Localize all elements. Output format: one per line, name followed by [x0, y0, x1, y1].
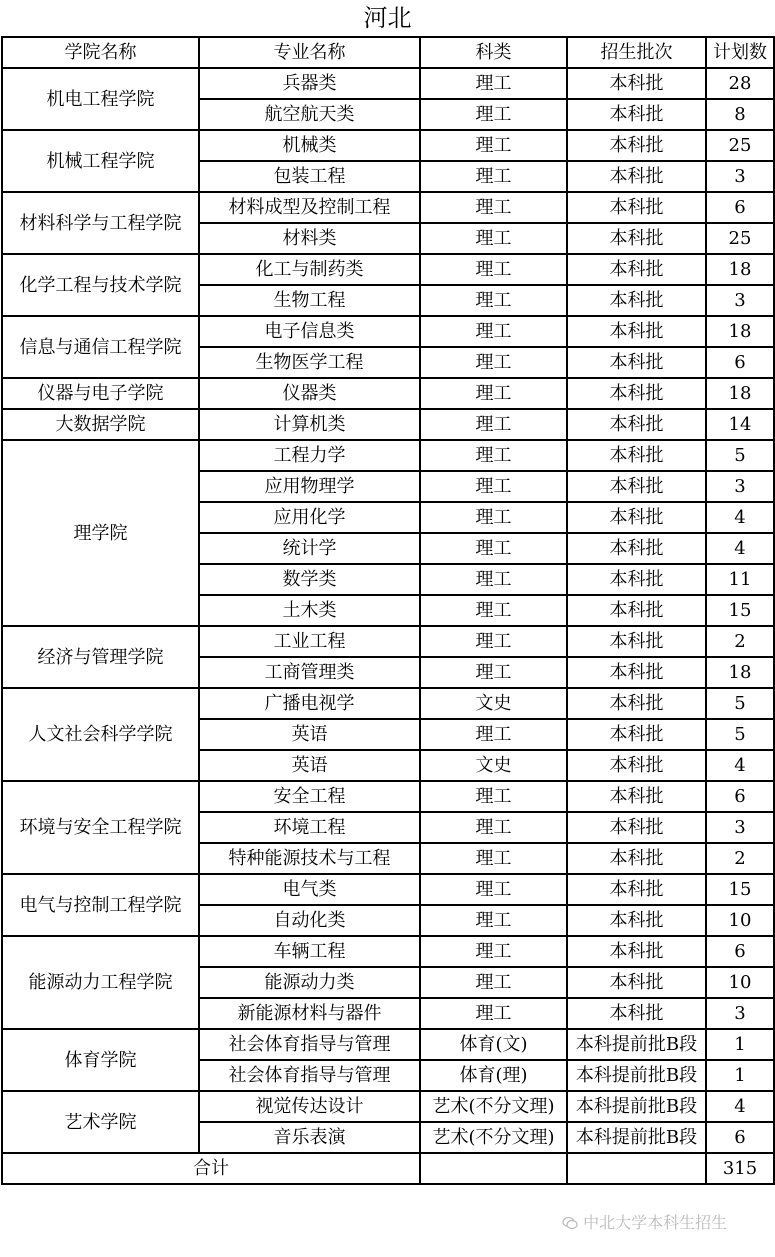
major-cell: 安全工程 — [199, 781, 420, 812]
batch-cell: 本科批 — [567, 564, 706, 595]
major-cell: 材料类 — [199, 223, 420, 254]
college-cell: 经济与管理学院 — [2, 626, 199, 688]
category-cell: 理工 — [420, 905, 567, 936]
category-cell: 理工 — [420, 564, 567, 595]
count-cell: 14 — [706, 409, 774, 440]
count-cell: 5 — [706, 440, 774, 471]
major-cell: 生物医学工程 — [199, 347, 420, 378]
category-cell: 艺术(不分文理) — [420, 1122, 567, 1153]
batch-cell: 本科提前批B段 — [567, 1060, 706, 1091]
count-cell: 18 — [706, 254, 774, 285]
major-cell: 电子信息类 — [199, 316, 420, 347]
major-cell: 特种能源技术与工程 — [199, 843, 420, 874]
count-cell: 25 — [706, 223, 774, 254]
college-cell: 材料科学与工程学院 — [2, 192, 199, 254]
college-cell: 仪器与电子学院 — [2, 378, 199, 409]
batch-cell: 本科批 — [567, 471, 706, 502]
category-cell: 理工 — [420, 936, 567, 967]
batch-cell: 本科批 — [567, 192, 706, 223]
total-label: 合计 — [2, 1153, 420, 1184]
category-cell: 理工 — [420, 347, 567, 378]
major-cell: 能源动力类 — [199, 967, 420, 998]
college-cell: 艺术学院 — [2, 1091, 199, 1153]
count-cell: 6 — [706, 347, 774, 378]
table-row — [2, 936, 774, 967]
category-cell: 理工 — [420, 719, 567, 750]
count-cell: 18 — [706, 657, 774, 688]
total-empty-category — [420, 1153, 567, 1184]
table-row — [2, 68, 774, 99]
table-row — [2, 440, 774, 471]
major-cell: 新能源材料与器件 — [199, 998, 420, 1029]
batch-cell: 本科批 — [567, 378, 706, 409]
college-cell: 化学工程与技术学院 — [2, 254, 199, 316]
table-row — [2, 1029, 774, 1060]
category-cell: 体育(理) — [420, 1060, 567, 1091]
category-cell: 理工 — [420, 161, 567, 192]
batch-cell: 本科批 — [567, 936, 706, 967]
count-cell: 25 — [706, 130, 774, 161]
count-cell: 5 — [706, 688, 774, 719]
count-cell: 6 — [706, 936, 774, 967]
batch-cell: 本科批 — [567, 657, 706, 688]
college-cell: 机械工程学院 — [2, 130, 199, 192]
count-cell: 2 — [706, 626, 774, 657]
batch-cell: 本科批 — [567, 719, 706, 750]
watermark-text: 中北大学本科生招生 — [583, 1213, 728, 1232]
major-cell: 环境工程 — [199, 812, 420, 843]
count-cell: 1 — [706, 1029, 774, 1060]
major-cell: 材料成型及控制工程 — [199, 192, 420, 223]
category-cell: 理工 — [420, 812, 567, 843]
batch-cell: 本科提前批B段 — [567, 1122, 706, 1153]
batch-cell: 本科批 — [567, 161, 706, 192]
table-row — [2, 254, 774, 285]
major-cell: 航空航天类 — [199, 99, 420, 130]
major-cell: 广播电视学 — [199, 688, 420, 719]
admissions-table — [1, 36, 775, 1185]
category-cell: 理工 — [420, 130, 567, 161]
watermark — [562, 1210, 727, 1233]
category-cell: 文史 — [420, 750, 567, 781]
major-cell: 社会体育指导与管理 — [199, 1029, 420, 1060]
category-cell: 艺术(不分文理) — [420, 1091, 567, 1122]
batch-cell: 本科批 — [567, 688, 706, 719]
batch-cell: 本科批 — [567, 347, 706, 378]
category-cell: 理工 — [420, 595, 567, 626]
batch-cell: 本科批 — [567, 750, 706, 781]
count-cell: 6 — [706, 192, 774, 223]
count-cell: 2 — [706, 843, 774, 874]
major-cell: 化工与制药类 — [199, 254, 420, 285]
major-cell: 仪器类 — [199, 378, 420, 409]
batch-cell: 本科批 — [567, 533, 706, 564]
category-cell: 理工 — [420, 502, 567, 533]
wechat-icon — [562, 1216, 578, 1230]
category-cell: 体育(文) — [420, 1029, 567, 1060]
major-cell: 数学类 — [199, 564, 420, 595]
count-cell: 4 — [706, 1091, 774, 1122]
count-cell: 1 — [706, 1060, 774, 1091]
category-cell: 理工 — [420, 626, 567, 657]
category-cell: 理工 — [420, 657, 567, 688]
batch-cell: 本科批 — [567, 68, 706, 99]
batch-cell: 本科批 — [567, 223, 706, 254]
table-row — [2, 409, 774, 440]
major-cell: 英语 — [199, 719, 420, 750]
major-cell: 工业工程 — [199, 626, 420, 657]
header-row — [2, 37, 774, 68]
major-cell: 社会体育指导与管理 — [199, 1060, 420, 1091]
category-cell: 理工 — [420, 316, 567, 347]
table-row — [2, 378, 774, 409]
batch-cell: 本科批 — [567, 843, 706, 874]
batch-cell: 本科批 — [567, 626, 706, 657]
college-cell: 能源动力工程学院 — [2, 936, 199, 1029]
category-cell: 理工 — [420, 843, 567, 874]
category-cell: 理工 — [420, 254, 567, 285]
batch-cell: 本科批 — [567, 874, 706, 905]
major-cell: 计算机类 — [199, 409, 420, 440]
count-cell: 4 — [706, 533, 774, 564]
category-cell: 理工 — [420, 874, 567, 905]
table-row — [2, 1091, 774, 1122]
table-row — [2, 781, 774, 812]
category-cell: 理工 — [420, 223, 567, 254]
batch-cell: 本科批 — [567, 254, 706, 285]
college-cell: 大数据学院 — [2, 409, 199, 440]
batch-cell: 本科批 — [567, 409, 706, 440]
count-cell: 10 — [706, 967, 774, 998]
major-cell: 包装工程 — [199, 161, 420, 192]
count-cell: 18 — [706, 378, 774, 409]
major-cell: 机械类 — [199, 130, 420, 161]
page-title: 河北 — [363, 4, 412, 32]
major-cell: 生物工程 — [199, 285, 420, 316]
major-cell: 土木类 — [199, 595, 420, 626]
count-cell: 11 — [706, 564, 774, 595]
batch-cell: 本科批 — [567, 781, 706, 812]
batch-cell: 本科提前批B段 — [567, 1091, 706, 1122]
batch-cell: 本科批 — [567, 502, 706, 533]
count-cell: 4 — [706, 750, 774, 781]
table-row — [2, 626, 774, 657]
header-college: 学院名称 — [2, 37, 199, 68]
major-cell: 应用物理学 — [199, 471, 420, 502]
category-cell: 理工 — [420, 99, 567, 130]
table-row — [2, 130, 774, 161]
batch-cell: 本科批 — [567, 812, 706, 843]
batch-cell: 本科批 — [567, 905, 706, 936]
category-cell: 理工 — [420, 68, 567, 99]
major-cell: 工商管理类 — [199, 657, 420, 688]
count-cell: 3 — [706, 285, 774, 316]
category-cell: 理工 — [420, 533, 567, 564]
category-cell: 理工 — [420, 781, 567, 812]
count-cell: 3 — [706, 998, 774, 1029]
category-cell: 理工 — [420, 409, 567, 440]
major-cell: 英语 — [199, 750, 420, 781]
total-count: 315 — [706, 1153, 774, 1184]
college-cell: 机电工程学院 — [2, 68, 199, 130]
college-cell: 信息与通信工程学院 — [2, 316, 199, 378]
count-cell: 8 — [706, 99, 774, 130]
batch-cell: 本科批 — [567, 967, 706, 998]
table-body — [2, 68, 774, 1153]
count-cell: 18 — [706, 316, 774, 347]
table-row — [2, 316, 774, 347]
batch-cell: 本科提前批B段 — [567, 1029, 706, 1060]
count-cell: 3 — [706, 161, 774, 192]
header-count: 计划数 — [706, 37, 774, 68]
category-cell: 理工 — [420, 471, 567, 502]
batch-cell: 本科批 — [567, 998, 706, 1029]
major-cell: 电气类 — [199, 874, 420, 905]
category-cell: 文史 — [420, 688, 567, 719]
batch-cell: 本科批 — [567, 285, 706, 316]
major-cell: 统计学 — [199, 533, 420, 564]
major-cell: 车辆工程 — [199, 936, 420, 967]
count-cell: 3 — [706, 471, 774, 502]
major-cell: 音乐表演 — [199, 1122, 420, 1153]
count-cell: 3 — [706, 812, 774, 843]
count-cell: 5 — [706, 719, 774, 750]
count-cell: 4 — [706, 502, 774, 533]
college-cell: 电气与控制工程学院 — [2, 874, 199, 936]
batch-cell: 本科批 — [567, 99, 706, 130]
table-row — [2, 192, 774, 223]
category-cell: 理工 — [420, 440, 567, 471]
header-category: 科类 — [420, 37, 567, 68]
total-row — [2, 1153, 774, 1184]
major-cell: 兵器类 — [199, 68, 420, 99]
count-cell: 6 — [706, 781, 774, 812]
category-cell: 理工 — [420, 967, 567, 998]
major-cell: 应用化学 — [199, 502, 420, 533]
count-cell: 10 — [706, 905, 774, 936]
category-cell: 理工 — [420, 998, 567, 1029]
college-cell: 人文社会科学学院 — [2, 688, 199, 781]
count-cell: 6 — [706, 1122, 774, 1153]
table-row — [2, 874, 774, 905]
table-row — [2, 688, 774, 719]
batch-cell: 本科批 — [567, 440, 706, 471]
count-cell: 15 — [706, 595, 774, 626]
count-cell: 15 — [706, 874, 774, 905]
category-cell: 理工 — [420, 285, 567, 316]
category-cell: 理工 — [420, 192, 567, 223]
college-cell: 理学院 — [2, 440, 199, 626]
header-batch: 招生批次 — [567, 37, 706, 68]
header-major: 专业名称 — [199, 37, 420, 68]
count-cell: 28 — [706, 68, 774, 99]
college-cell: 体育学院 — [2, 1029, 199, 1091]
major-cell: 视觉传达设计 — [199, 1091, 420, 1122]
batch-cell: 本科批 — [567, 130, 706, 161]
category-cell: 理工 — [420, 378, 567, 409]
batch-cell: 本科批 — [567, 316, 706, 347]
batch-cell: 本科批 — [567, 595, 706, 626]
total-empty-batch — [567, 1153, 706, 1184]
college-cell: 环境与安全工程学院 — [2, 781, 199, 874]
major-cell: 工程力学 — [199, 440, 420, 471]
major-cell: 自动化类 — [199, 905, 420, 936]
